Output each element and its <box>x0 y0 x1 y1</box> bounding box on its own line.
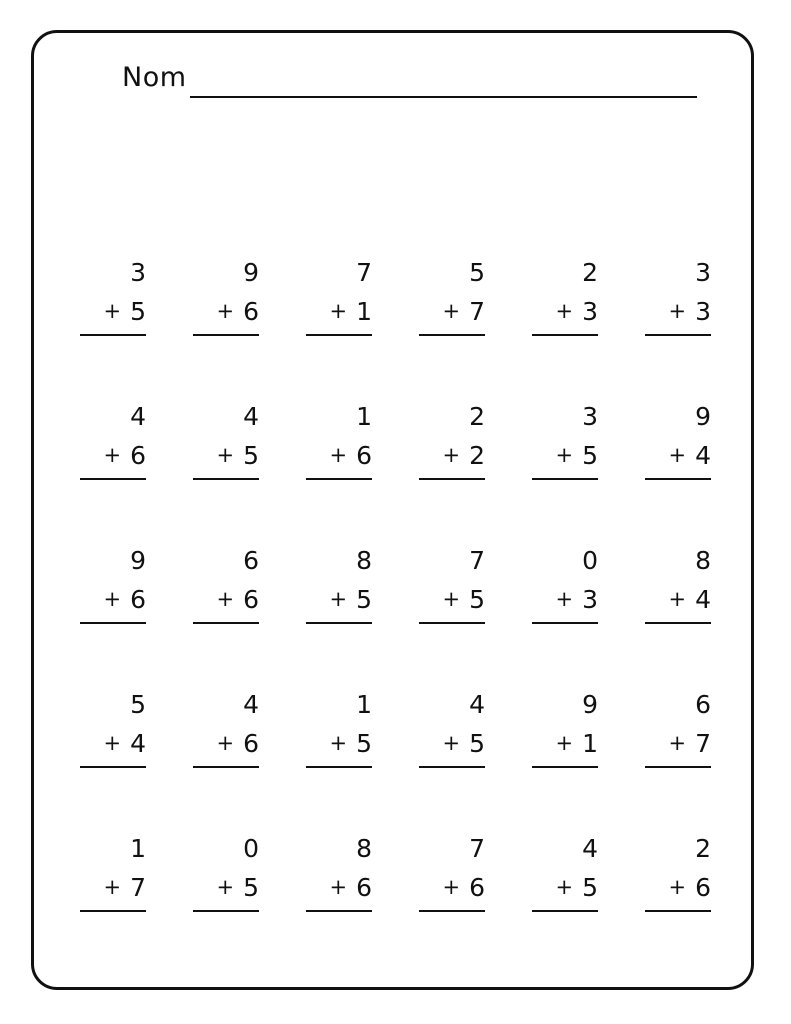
addition-problem <box>419 258 489 338</box>
answer-line[interactable] <box>532 478 598 480</box>
addend-bottom: 5 <box>582 873 598 902</box>
addition-problem <box>645 402 715 482</box>
addend-top: 6 <box>695 690 711 719</box>
addition-problem <box>419 546 489 626</box>
addend-bottom: 6 <box>356 873 372 902</box>
addend-top: 4 <box>469 690 485 719</box>
addend-bottom-row <box>329 872 372 903</box>
addend-bottom: 6 <box>243 297 259 326</box>
addend-top: 0 <box>243 834 259 863</box>
plus-sign: + <box>103 587 122 611</box>
plus-sign: + <box>555 587 574 611</box>
plus-sign: + <box>442 875 461 899</box>
answer-line[interactable] <box>80 334 146 336</box>
answer-line[interactable] <box>645 766 711 768</box>
addend-top: 1 <box>130 834 146 863</box>
plus-sign: + <box>555 443 574 467</box>
addend-bottom: 5 <box>243 441 259 470</box>
plus-sign: + <box>668 587 687 611</box>
plus-sign: + <box>216 875 235 899</box>
addend-top: 8 <box>356 834 372 863</box>
addend-top: 4 <box>130 402 146 431</box>
addend-bottom-row <box>555 296 598 327</box>
plus-sign: + <box>442 443 461 467</box>
addend-bottom-row <box>442 440 485 471</box>
addend-bottom: 5 <box>243 873 259 902</box>
addend-bottom-row <box>668 296 711 327</box>
addend-bottom: 6 <box>695 873 711 902</box>
answer-line[interactable] <box>193 766 259 768</box>
addend-bottom: 6 <box>356 441 372 470</box>
addend-bottom: 4 <box>695 441 711 470</box>
addend-bottom: 6 <box>130 585 146 614</box>
plus-sign: + <box>668 875 687 899</box>
answer-line[interactable] <box>419 334 485 336</box>
addend-top: 1 <box>356 402 372 431</box>
addition-problem <box>80 690 150 770</box>
answer-line[interactable] <box>80 622 146 624</box>
addend-bottom: 6 <box>469 873 485 902</box>
addend-bottom-row <box>555 584 598 615</box>
addend-bottom: 6 <box>130 441 146 470</box>
addend-top: 9 <box>130 546 146 575</box>
addend-bottom: 7 <box>130 873 146 902</box>
addend-top: 8 <box>695 546 711 575</box>
plus-sign: + <box>329 731 348 755</box>
addend-top: 4 <box>243 402 259 431</box>
addend-top: 4 <box>582 834 598 863</box>
addend-bottom-row <box>442 584 485 615</box>
answer-line[interactable] <box>419 766 485 768</box>
addition-problem <box>532 690 602 770</box>
addend-top: 7 <box>469 834 485 863</box>
answer-line[interactable] <box>645 910 711 912</box>
answer-line[interactable] <box>645 622 711 624</box>
addend-bottom-row <box>329 440 372 471</box>
addend-bottom: 5 <box>356 729 372 758</box>
answer-line[interactable] <box>532 334 598 336</box>
addend-top: 1 <box>356 690 372 719</box>
addition-problem <box>532 258 602 338</box>
addend-bottom: 5 <box>469 585 485 614</box>
addition-problem <box>306 258 376 338</box>
addend-bottom: 4 <box>695 585 711 614</box>
plus-sign: + <box>216 731 235 755</box>
addition-problem <box>306 546 376 626</box>
plus-sign: + <box>442 299 461 323</box>
addend-bottom-row <box>329 728 372 759</box>
addition-problem <box>532 402 602 482</box>
plus-sign: + <box>103 875 122 899</box>
answer-line[interactable] <box>193 334 259 336</box>
answer-line[interactable] <box>80 766 146 768</box>
addition-problem <box>532 546 602 626</box>
addend-bottom-row <box>216 872 259 903</box>
answer-line[interactable] <box>532 622 598 624</box>
addition-problem <box>419 690 489 770</box>
addend-bottom: 7 <box>469 297 485 326</box>
name-label: Nom <box>122 62 187 93</box>
addend-top: 8 <box>356 546 372 575</box>
plus-sign: + <box>442 587 461 611</box>
answer-line[interactable] <box>306 334 372 336</box>
addend-bottom: 1 <box>582 729 598 758</box>
addition-problem <box>80 546 150 626</box>
addition-problem <box>193 258 263 338</box>
addition-problem <box>80 834 150 914</box>
addend-bottom-row <box>555 728 598 759</box>
addend-top: 3 <box>695 258 711 287</box>
addition-problem <box>645 690 715 770</box>
answer-line[interactable] <box>306 766 372 768</box>
addend-bottom-row <box>216 728 259 759</box>
addend-bottom: 3 <box>582 297 598 326</box>
plus-sign: + <box>103 299 122 323</box>
addend-top: 9 <box>582 690 598 719</box>
addend-bottom-row <box>668 440 711 471</box>
addition-problem <box>419 402 489 482</box>
plus-sign: + <box>329 875 348 899</box>
answer-line[interactable] <box>532 766 598 768</box>
plus-sign: + <box>555 731 574 755</box>
addend-bottom: 5 <box>356 585 372 614</box>
addend-bottom: 4 <box>130 729 146 758</box>
addend-bottom-row <box>103 584 146 615</box>
answer-line[interactable] <box>80 910 146 912</box>
addend-bottom: 3 <box>582 585 598 614</box>
addend-bottom-row <box>442 872 485 903</box>
addend-bottom: 2 <box>469 441 485 470</box>
addend-bottom-row <box>668 584 711 615</box>
addend-bottom-row <box>442 296 485 327</box>
addend-top: 6 <box>243 546 259 575</box>
addend-top: 9 <box>695 402 711 431</box>
addend-bottom-row <box>668 872 711 903</box>
name-row <box>122 60 702 102</box>
addend-top: 5 <box>469 258 485 287</box>
plus-sign: + <box>103 443 122 467</box>
addend-bottom-row <box>103 728 146 759</box>
plus-sign: + <box>668 299 687 323</box>
answer-line[interactable] <box>532 910 598 912</box>
plus-sign: + <box>668 443 687 467</box>
addend-bottom-row <box>442 728 485 759</box>
addend-bottom: 3 <box>695 297 711 326</box>
addition-problem <box>193 546 263 626</box>
addend-bottom-row <box>103 872 146 903</box>
addend-top: 0 <box>582 546 598 575</box>
addend-bottom-row <box>216 296 259 327</box>
addend-top: 5 <box>130 690 146 719</box>
addend-top: 4 <box>243 690 259 719</box>
addend-bottom-row <box>555 872 598 903</box>
addend-top: 2 <box>469 402 485 431</box>
addend-bottom: 5 <box>469 729 485 758</box>
answer-line[interactable] <box>193 910 259 912</box>
answer-line[interactable] <box>419 622 485 624</box>
plus-sign: + <box>555 875 574 899</box>
answer-line[interactable] <box>306 910 372 912</box>
addition-problem <box>193 834 263 914</box>
answer-line[interactable] <box>645 478 711 480</box>
plus-sign: + <box>103 731 122 755</box>
addend-bottom: 6 <box>243 729 259 758</box>
addition-problem <box>306 834 376 914</box>
addend-bottom: 1 <box>356 297 372 326</box>
addition-problem <box>80 402 150 482</box>
answer-line[interactable] <box>193 622 259 624</box>
addend-bottom-row <box>668 728 711 759</box>
addend-bottom: 7 <box>695 729 711 758</box>
answer-line[interactable] <box>80 478 146 480</box>
addition-problem <box>645 546 715 626</box>
addition-problem <box>532 834 602 914</box>
plus-sign: + <box>216 443 235 467</box>
addend-bottom-row <box>216 584 259 615</box>
addend-top: 2 <box>695 834 711 863</box>
addend-top: 7 <box>469 546 485 575</box>
addend-bottom-row <box>329 584 372 615</box>
addend-bottom: 5 <box>582 441 598 470</box>
addition-problem <box>645 258 715 338</box>
name-input-line[interactable] <box>190 96 697 98</box>
addend-bottom-row <box>216 440 259 471</box>
answer-line[interactable] <box>306 622 372 624</box>
addend-bottom-row <box>555 440 598 471</box>
addend-bottom-row <box>329 296 372 327</box>
answer-line[interactable] <box>306 478 372 480</box>
addition-problem <box>193 690 263 770</box>
plus-sign: + <box>442 731 461 755</box>
addend-bottom-row <box>103 296 146 327</box>
addend-top: 7 <box>356 258 372 287</box>
answer-line[interactable] <box>419 478 485 480</box>
addition-problem <box>419 834 489 914</box>
plus-sign: + <box>668 731 687 755</box>
plus-sign: + <box>329 443 348 467</box>
answer-line[interactable] <box>645 334 711 336</box>
addition-problem <box>80 258 150 338</box>
plus-sign: + <box>216 299 235 323</box>
addition-problem <box>306 402 376 482</box>
addend-top: 3 <box>130 258 146 287</box>
addition-problem <box>645 834 715 914</box>
addition-problem <box>306 690 376 770</box>
addend-top: 3 <box>582 402 598 431</box>
answer-line[interactable] <box>419 910 485 912</box>
addend-bottom: 5 <box>130 297 146 326</box>
answer-line[interactable] <box>193 478 259 480</box>
plus-sign: + <box>216 587 235 611</box>
plus-sign: + <box>329 587 348 611</box>
plus-sign: + <box>329 299 348 323</box>
addend-bottom-row <box>103 440 146 471</box>
addend-bottom: 6 <box>243 585 259 614</box>
plus-sign: + <box>555 299 574 323</box>
addition-problem <box>193 402 263 482</box>
addend-top: 9 <box>243 258 259 287</box>
addend-top: 2 <box>582 258 598 287</box>
